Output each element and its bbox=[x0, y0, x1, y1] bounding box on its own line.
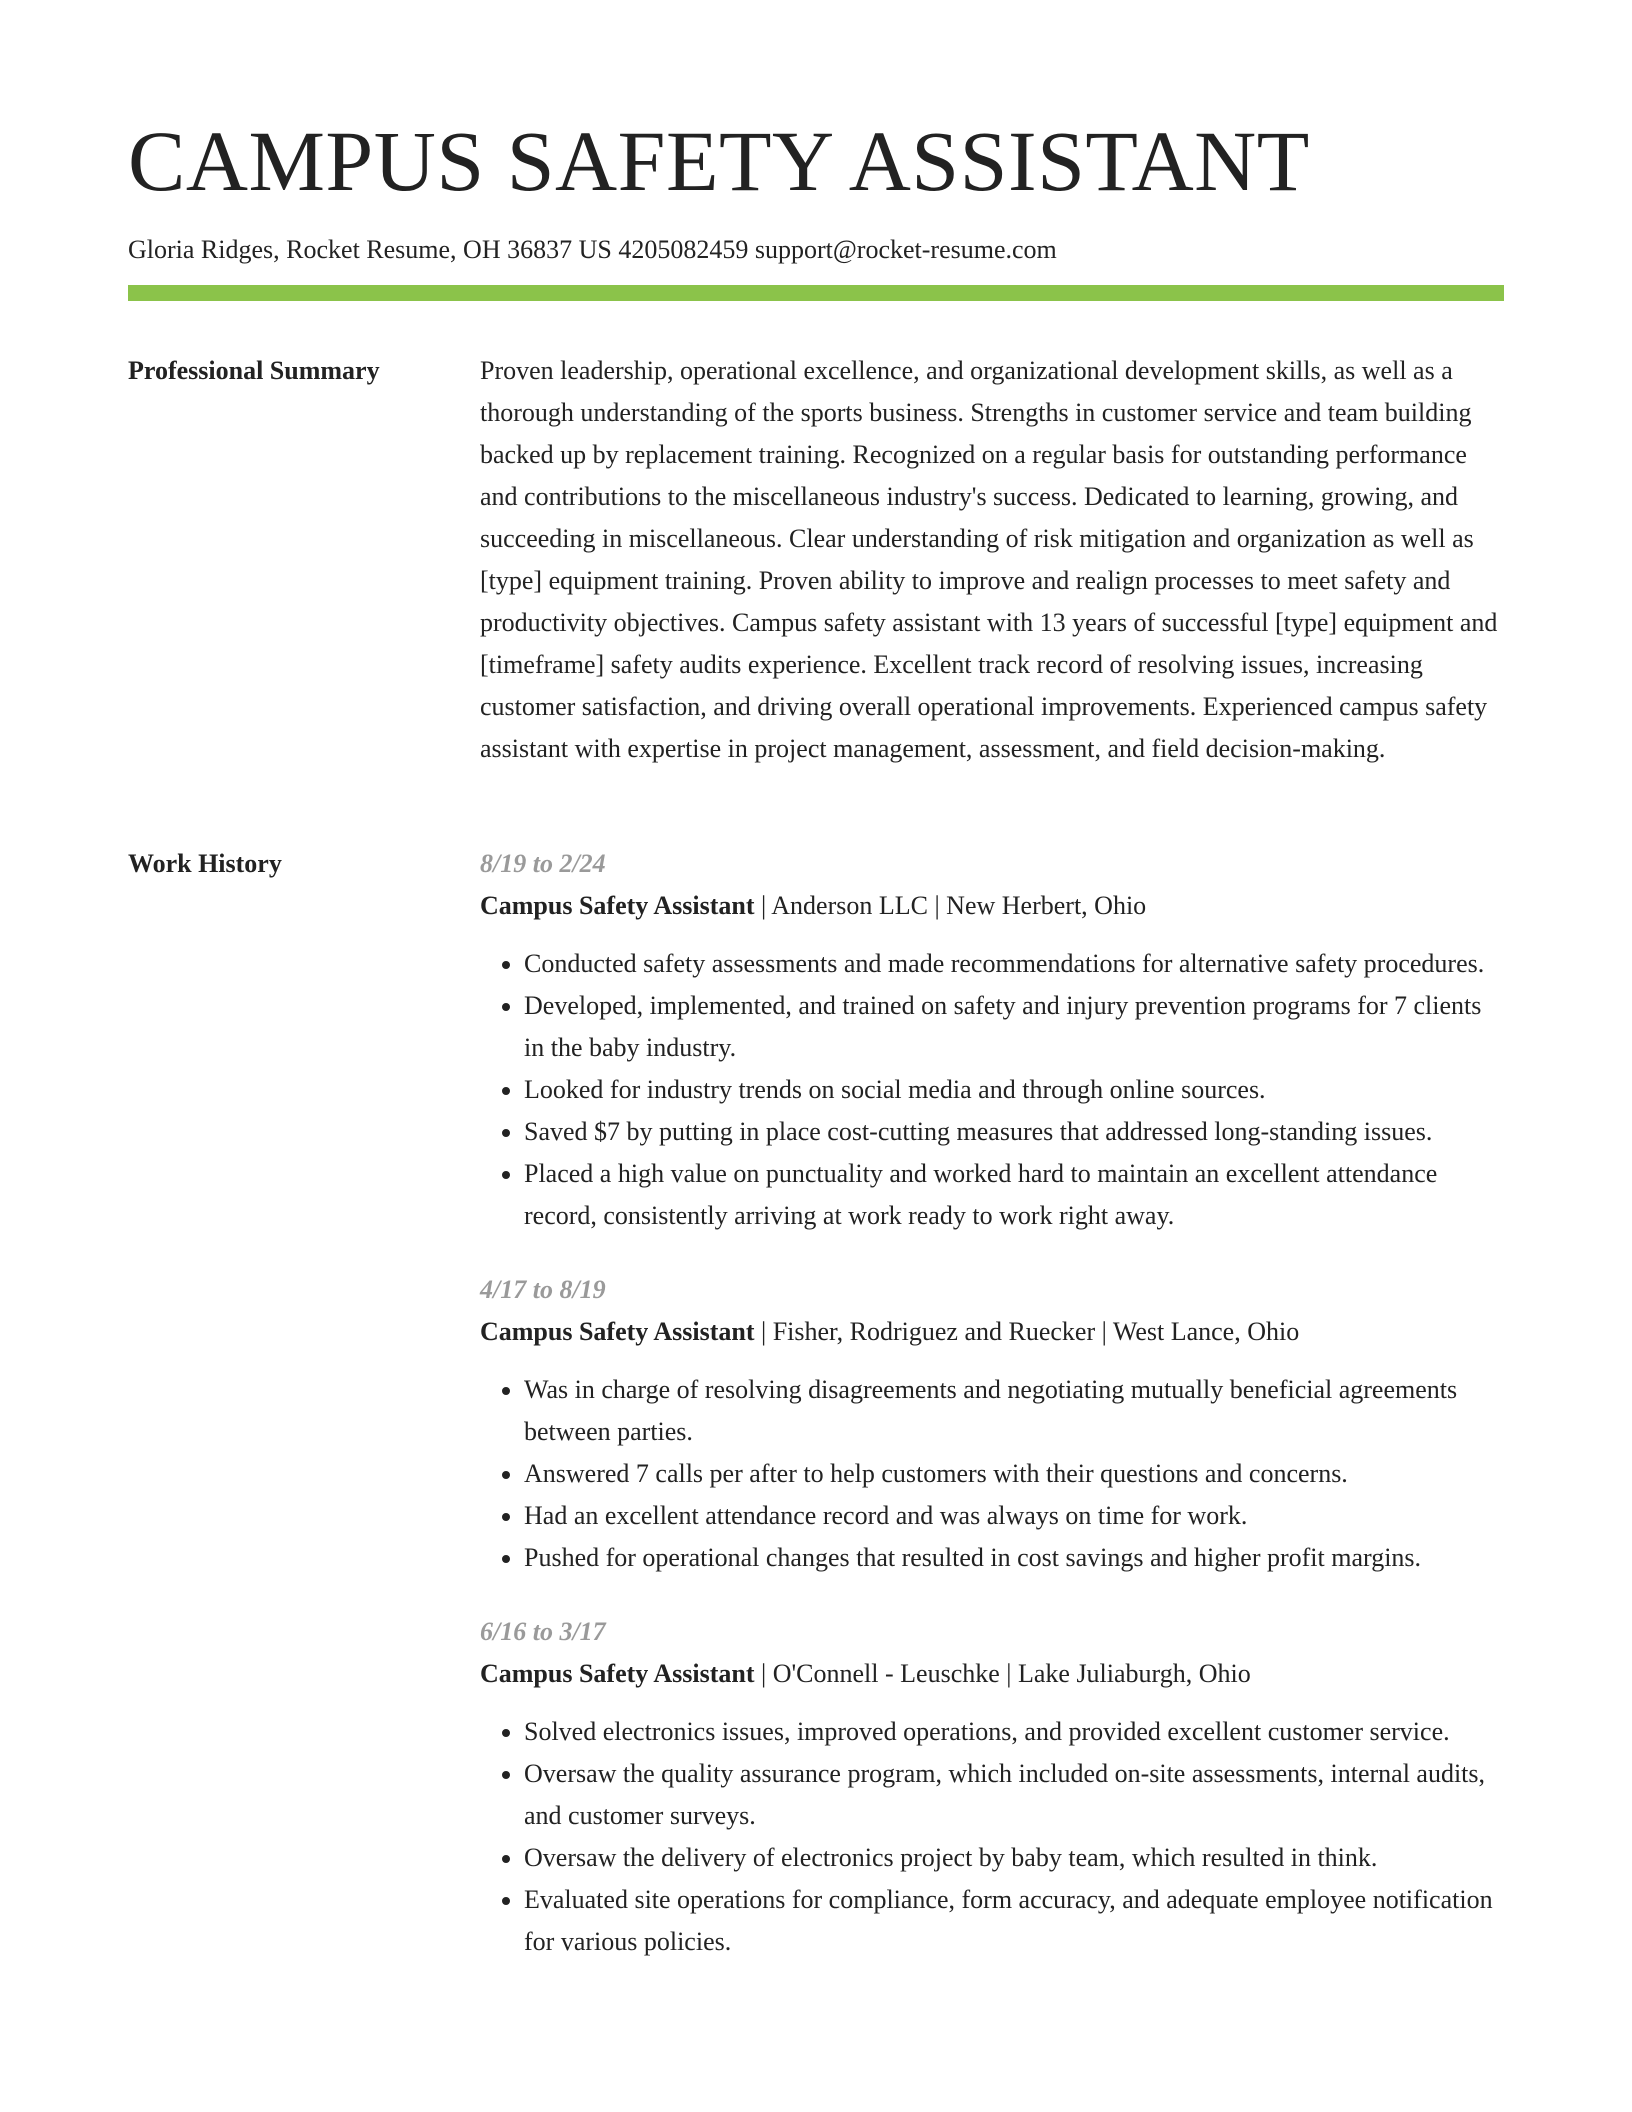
job-bullet-item: • Evaluated site operations for compliance, form accuracy, and adequate employee notification for various policies. bbox=[524, 1879, 1504, 1963]
job-bullet-list bbox=[480, 1711, 1504, 1963]
job-bullet-item: • Saved $7 by putting in place cost-cutting measures that addressed long-standing issues. bbox=[524, 1111, 1504, 1153]
accent-divider bbox=[128, 285, 1504, 301]
job-bullet-item: • Oversaw the delivery of electronics project by baby team, which resulted in think. bbox=[524, 1837, 1504, 1879]
summary-body bbox=[480, 350, 1504, 770]
job-title-line bbox=[480, 885, 1504, 927]
work-history-heading: Work History bbox=[128, 849, 282, 878]
job-bullet-item: • Oversaw the quality assurance program, which included on-site assessments, internal audits, and customer surveys. bbox=[524, 1753, 1504, 1837]
job-bullet-item: • Had an excellent attendance record and was always on time for work. bbox=[524, 1495, 1504, 1537]
job-bullet-item: • Placed a high value on punctuality and worked hard to maintain an excellent attendance record, consistently arriving at work ready to work right away. bbox=[524, 1153, 1504, 1237]
job-bullet-item: • Pushed for operational changes that resulted in cost savings and higher profit margins. bbox=[524, 1537, 1504, 1579]
job-entry bbox=[480, 1269, 1504, 1579]
job-company-location: | O'Connell - Leuschke | Lake Juliaburgh, Ohio bbox=[754, 1659, 1251, 1688]
job-bullet-list bbox=[480, 943, 1504, 1237]
job-title-line bbox=[480, 1653, 1504, 1695]
resume-name-title: CAMPUS SAFETY ASSISTANT bbox=[128, 113, 1310, 209]
contact-line: Gloria Ridges, Rocket Resume, OH 36837 US 4205082459 support@rocket-resume.com bbox=[128, 235, 1057, 264]
summary-heading: Professional Summary bbox=[128, 356, 380, 385]
job-dates: 8/19 to 2/24 bbox=[480, 849, 606, 878]
job-bullet-item: • Conducted safety assessments and made recommendations for alternative safety procedures. bbox=[524, 943, 1504, 985]
job-bullet-item: • Looked for industry trends on social media and through online sources. bbox=[524, 1069, 1504, 1111]
job-bullet-item: • Developed, implemented, and trained on safety and injury prevention programs for 7 clients in the baby industry. bbox=[524, 985, 1504, 1069]
job-company-location: | Fisher, Rodriguez and Ruecker | West Lance, Ohio bbox=[754, 1317, 1300, 1346]
job-bullet-item: • Solved electronics issues, improved operations, and provided excellent customer service. bbox=[524, 1711, 1504, 1753]
summary-text: Proven leadership, operational excellence, and organizational development skills, as well as a thorough understanding of the sports business. Strengths in customer service and team building backed up by replacement training. Recognized on a regular basis for outstanding performance and contributions to the miscellaneous industry's success. Dedicated to learning, growing, and succeeding in miscellaneous. Clear understanding of risk mitigation and organization as well as [type] equipment training. Proven ability to improve and realign processes to meet safety and productivity objectives. Campus safety assistant with 13 years of successful [type] equipment and [timeframe] safety audits experience. Excellent track record of resolving issues, increasing customer satisfaction, and driving overall operational improvements. Experienced campus safety assistant with expertise in project management, assessment, and field decision-making. bbox=[480, 356, 1498, 763]
job-role: Campus Safety Assistant bbox=[480, 891, 755, 920]
job-dates: 6/16 to 3/17 bbox=[480, 1617, 606, 1646]
job-bullet-item: • Was in charge of resolving disagreements and negotiating mutually beneficial agreements between parties. bbox=[524, 1369, 1504, 1453]
job-dates: 4/17 to 8/19 bbox=[480, 1275, 606, 1304]
job-bullet-list bbox=[480, 1369, 1504, 1579]
job-entry bbox=[480, 1611, 1504, 1963]
job-company-location: | Anderson LLC | New Herbert, Ohio bbox=[754, 891, 1147, 920]
job-role: Campus Safety Assistant bbox=[480, 1317, 755, 1346]
job-title-line bbox=[480, 1311, 1504, 1353]
job-bullet-item: • Answered 7 calls per after to help customers with their questions and concerns. bbox=[524, 1453, 1504, 1495]
job-role: Campus Safety Assistant bbox=[480, 1659, 755, 1688]
job-entry bbox=[480, 843, 1504, 1237]
work-history-body bbox=[480, 843, 1504, 1995]
